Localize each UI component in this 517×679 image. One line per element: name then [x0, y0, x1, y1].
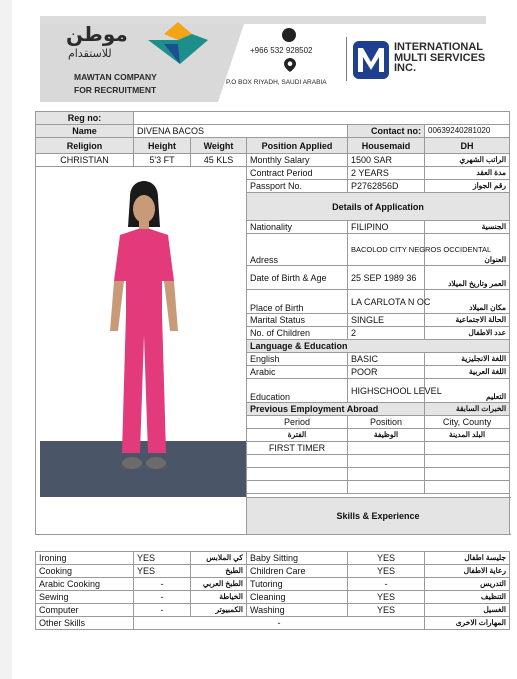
- attributes-row: [36, 154, 510, 167]
- employment-position-4: [348, 481, 425, 494]
- skill-left-label: Arabic Cooking: [36, 578, 134, 591]
- passport-value: P2762856D: [348, 180, 425, 193]
- position-col-header: Position: [348, 416, 425, 429]
- pob-arabic: مكان الميلاد: [425, 290, 510, 314]
- photo-cell: [36, 167, 247, 535]
- skill-right-label: Washing: [247, 604, 348, 617]
- other-skills-arabic: المهارات الاخرى: [425, 617, 510, 630]
- pob-label: Place of Birth: [247, 290, 348, 314]
- skill-row-5: [36, 604, 510, 617]
- dob-label: Date of Birth & Age: [247, 266, 348, 290]
- partner-name-line2: MULTI SERVICES: [394, 51, 486, 64]
- children-label: No. of Children: [247, 327, 348, 340]
- skill-left-label: Ironing: [36, 552, 134, 565]
- skill-right-value: -: [348, 578, 425, 591]
- passport-arabic: رقم الجواز: [425, 180, 510, 193]
- skill-left-arabic: الكمبيوتر: [191, 604, 247, 617]
- contact-value: 00639240281020: [425, 125, 510, 138]
- education-label: Education: [247, 379, 348, 403]
- employment-title-arabic: الخبرات السابقة: [425, 403, 510, 416]
- skill-left-value: -: [134, 604, 191, 617]
- dob-value: 25 SEP 1989 36: [348, 266, 425, 290]
- skill-right-arabic: جليسة اطفال: [425, 552, 510, 565]
- skill-right-arabic: التنظيف: [425, 591, 510, 604]
- partner-name-line1: INTERNATIONAL: [394, 41, 484, 53]
- language-title: Language & Education: [247, 340, 510, 353]
- skill-right-arabic: رعاية الاطفال: [425, 565, 510, 578]
- skill-right-label: Children Care: [247, 565, 348, 578]
- arabic-value: POOR: [348, 366, 425, 379]
- employment-title: Previous Employment Abroad: [247, 403, 425, 416]
- skill-right-label: Cleaning: [247, 591, 348, 604]
- skill-right-label: Tutoring: [247, 578, 348, 591]
- skill-left-value: -: [134, 591, 191, 604]
- skill-row-3: [36, 578, 510, 591]
- education-value: HIGHSCHOOL LEVEL: [348, 379, 425, 403]
- employment-period-1: FIRST TIMER: [247, 442, 348, 455]
- ims-logo-icon: [352, 40, 390, 80]
- marital-value: SINGLE: [348, 314, 425, 327]
- reg-row: [36, 112, 510, 125]
- children-value: 2: [348, 327, 425, 340]
- contract-row: [36, 167, 510, 180]
- period-header: Period: [247, 416, 348, 429]
- salary-arabic: الراتب الشهري: [425, 154, 510, 167]
- height-value: 5'3 FT: [134, 154, 191, 167]
- skill-row-1: [36, 552, 510, 565]
- arabic-arabic: اللغة العربية: [425, 366, 510, 379]
- partner-name-line3: INC.: [394, 62, 416, 74]
- name-label: Name: [36, 125, 134, 138]
- employment-position-2: [348, 455, 425, 468]
- salary-label: Monthly Salary: [247, 154, 348, 167]
- religion-value: CHRISTIAN: [36, 154, 134, 167]
- arabic-label: Arabic: [247, 366, 348, 379]
- skill-right-arabic: الغسيل: [425, 604, 510, 617]
- employment-position-3: [348, 468, 425, 481]
- skill-right-label: Baby Sitting: [247, 552, 348, 565]
- company-address: P.O BOX RIYADH, SAUDI ARABIA: [226, 79, 327, 86]
- passport-label: Passport No.: [247, 180, 348, 193]
- marital-label: Marital Status: [247, 314, 348, 327]
- skill-left-value: YES: [134, 552, 191, 565]
- name-row: [36, 125, 510, 138]
- nationality-arabic: الجنسية: [425, 221, 510, 234]
- contract-label: Contract Period: [247, 167, 348, 180]
- skill-row-2: [36, 565, 510, 578]
- salary-value: 1500 SAR: [348, 154, 425, 167]
- cv-table: [35, 111, 510, 535]
- marital-arabic: الحالة الاجتماعية: [425, 314, 510, 327]
- skill-right-arabic: التدريس: [425, 578, 510, 591]
- other-skills-row: [36, 617, 510, 630]
- pob-value: LA CARLOTA N OC: [348, 290, 425, 314]
- skill-right-value: YES: [348, 591, 425, 604]
- employment-period-3: [247, 468, 348, 481]
- header-divider: [346, 37, 347, 81]
- phone-icon: [282, 28, 296, 42]
- employment-city-3: [425, 468, 510, 481]
- location-pin-icon: [284, 58, 296, 72]
- attributes-header-row: [36, 138, 510, 154]
- skill-left-value: YES: [134, 565, 191, 578]
- skill-right-value: YES: [348, 552, 425, 565]
- address-arabic: العنوان: [425, 234, 510, 266]
- skill-left-label: Sewing: [36, 591, 134, 604]
- weight-value: 45 KLS: [191, 154, 247, 167]
- english-arabic: اللغة الانجليزية: [425, 353, 510, 366]
- contact-label: Contact no:: [348, 125, 425, 138]
- company-subtitle-arabic: للاستقدام: [68, 47, 112, 60]
- other-skills-value: -: [134, 617, 425, 630]
- employment-period-4: [247, 481, 348, 494]
- applicant-photo: [36, 167, 246, 497]
- skill-left-arabic: كي الملابس: [191, 552, 247, 565]
- contract-arabic: مدة العقد: [425, 167, 510, 180]
- skill-left-value: -: [134, 578, 191, 591]
- english-label: English: [247, 353, 348, 366]
- reg-label: Reg no:: [36, 112, 134, 125]
- english-value: BASIC: [348, 353, 425, 366]
- letterhead-diagonal: [218, 24, 244, 102]
- city-header-arabic: البلد المدينة: [425, 429, 510, 442]
- company-name-line1: MAWTAN COMPANY: [74, 72, 157, 82]
- applicant-figure-image: [98, 179, 188, 489]
- skill-right-value: YES: [348, 565, 425, 578]
- name-value: DIVENA BACOS: [134, 125, 348, 138]
- skill-right-value: YES: [348, 604, 425, 617]
- employment-city-1: [425, 442, 510, 455]
- partner-agency-name: [394, 42, 485, 74]
- other-skills-label: Other Skills: [36, 617, 134, 630]
- skill-left-label: Computer: [36, 604, 134, 617]
- skill-left-arabic: الطبخ: [191, 565, 247, 578]
- skills-table: [35, 551, 510, 630]
- position-value: Housemaid: [348, 138, 425, 154]
- company-name-english: [74, 71, 157, 97]
- children-arabic: عدد الاطفال: [425, 327, 510, 340]
- employment-period-2: [247, 455, 348, 468]
- dob-arabic: العمر وتاريخ الميلاد: [425, 266, 510, 290]
- address-label: Adress: [247, 234, 348, 266]
- education-arabic: التعليم: [425, 379, 510, 403]
- nationality-value: FILIPINO: [348, 221, 425, 234]
- skills-title: Skills & Experience: [247, 498, 510, 535]
- skill-row-4: [36, 591, 510, 604]
- religion-header: Religion: [36, 138, 134, 154]
- skill-left-label: Cooking: [36, 565, 134, 578]
- position-header: Position Applied: [247, 138, 348, 154]
- skill-left-arabic: الطبخ العربي: [191, 578, 247, 591]
- reg-value: [134, 112, 510, 125]
- employment-city-2: [425, 455, 510, 468]
- height-header: Height: [134, 138, 191, 154]
- dh-header: DH: [425, 138, 510, 154]
- employment-city-4: [425, 481, 510, 494]
- position-header-arabic: الوظيفة: [348, 429, 425, 442]
- mawtan-logo-icon: [148, 22, 208, 66]
- details-title: Details of Application: [247, 193, 510, 221]
- company-name-arabic: موطن: [66, 22, 128, 46]
- company-phone: +966 532 928502: [250, 46, 313, 55]
- nationality-label: Nationality: [247, 221, 348, 234]
- skill-left-arabic: الخياطة: [191, 591, 247, 604]
- address-value: BACOLOD CITY NEGROS OCCIDENTAL: [348, 234, 425, 266]
- city-header: City, County: [425, 416, 510, 429]
- company-name-line2: FOR RECRUITMENT: [74, 85, 157, 95]
- employment-position-1: [348, 442, 425, 455]
- contract-value: 2 YEARS: [348, 167, 425, 180]
- period-header-arabic: الفترة: [247, 429, 348, 442]
- weight-header: Weight: [191, 138, 247, 154]
